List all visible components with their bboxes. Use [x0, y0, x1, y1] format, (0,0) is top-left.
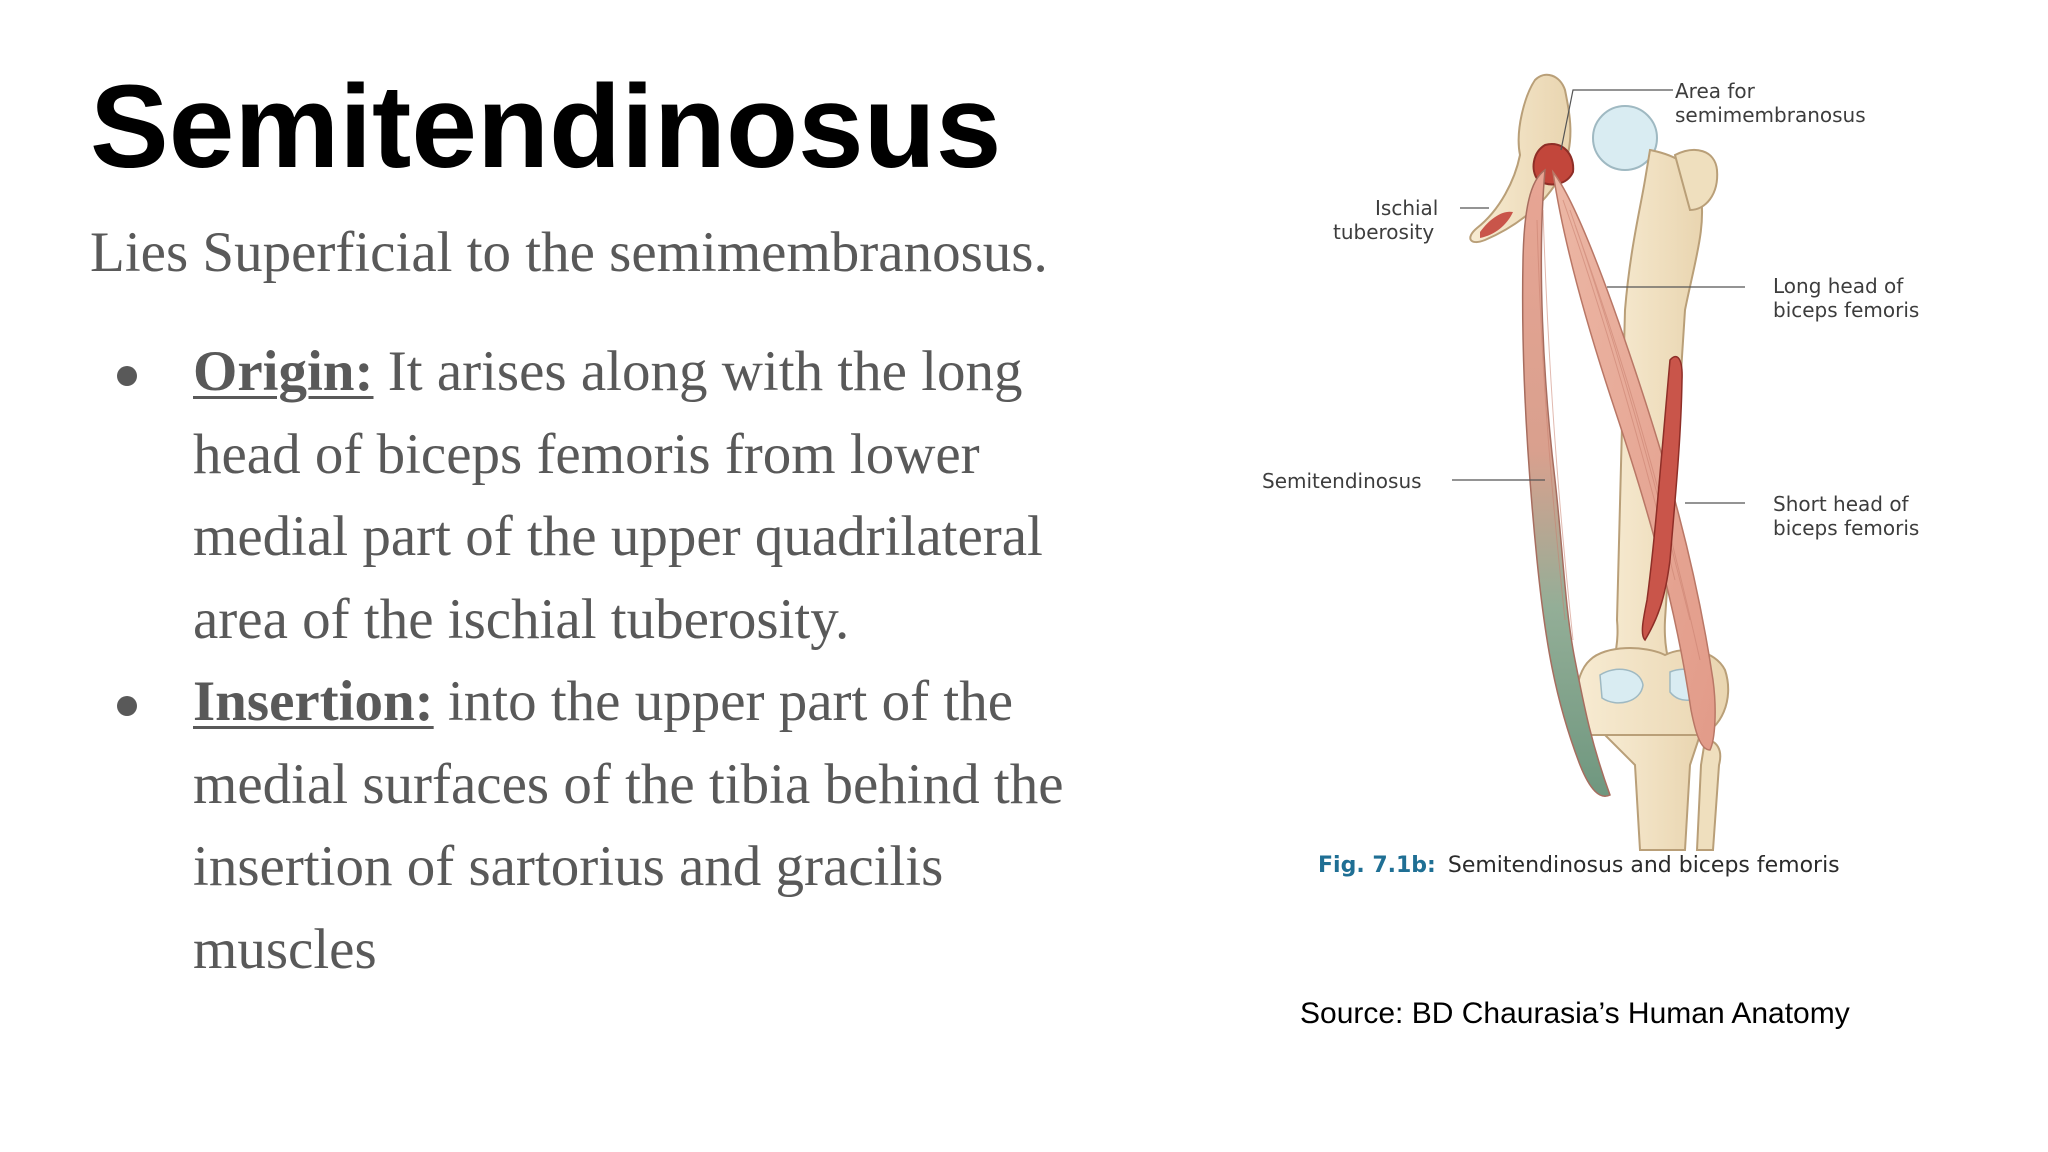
source-citation: Source: BD Chaurasia’s Human Anatomy — [1300, 997, 1850, 1030]
slide-title: Semitendinosus — [90, 61, 1002, 193]
bullet-text: into the upper part of the — [433, 670, 1013, 733]
figure-caption-number: Fig. 7.1b: — [1318, 853, 1436, 878]
bullet-line — [193, 331, 1180, 414]
label-short-biceps: biceps femoris — [1773, 516, 1920, 540]
label-ischial: Ischial — [1375, 196, 1439, 220]
label-long-biceps: biceps femoris — [1773, 298, 1920, 322]
bullet-line: head of biceps femoris from lower — [193, 422, 980, 486]
label-semitendinosus: Semitendinosus — [1262, 469, 1422, 493]
slide-subtitle: Lies Superficial to the semimembranosus. — [90, 221, 1048, 284]
bullet-list — [0, 331, 1180, 991]
label-long-head: Long head of — [1773, 274, 1904, 298]
bullet-line — [193, 661, 1180, 744]
bullet-text: It arises along with the long — [373, 340, 1023, 403]
label-short-head: Short head of — [1773, 492, 1909, 516]
anatomy-figure — [1245, 60, 1985, 960]
bullet-dot-icon — [117, 366, 137, 386]
bullet-label-insertion: Insertion: — [193, 670, 434, 733]
bullet-line: insertion of sartorius and gracilis — [193, 835, 944, 898]
bullet-origin — [0, 331, 1180, 661]
bullet-line: medial surfaces of the tibia behind the — [193, 752, 1064, 816]
bullet-dot-icon — [117, 696, 137, 716]
label-area-for: Area for — [1675, 79, 1755, 103]
figure-caption — [1318, 853, 1840, 878]
bullet-line: muscles — [193, 917, 377, 981]
bullet-line: area of the ischial tuberosity. — [193, 587, 850, 651]
bullet-insertion — [0, 661, 1180, 991]
bullet-line: medial part of the upper quadrilateral — [193, 505, 1043, 568]
thigh-illustration — [1245, 60, 1985, 960]
figure-caption-text: Semitendinosus and biceps femoris — [1447, 853, 1840, 878]
label-semimembranosus: semimembranosus — [1675, 103, 1866, 127]
label-tuberosity: tuberosity — [1333, 220, 1435, 244]
bullet-label-origin: Origin: — [193, 340, 374, 403]
hip-bone — [1470, 75, 1573, 242]
